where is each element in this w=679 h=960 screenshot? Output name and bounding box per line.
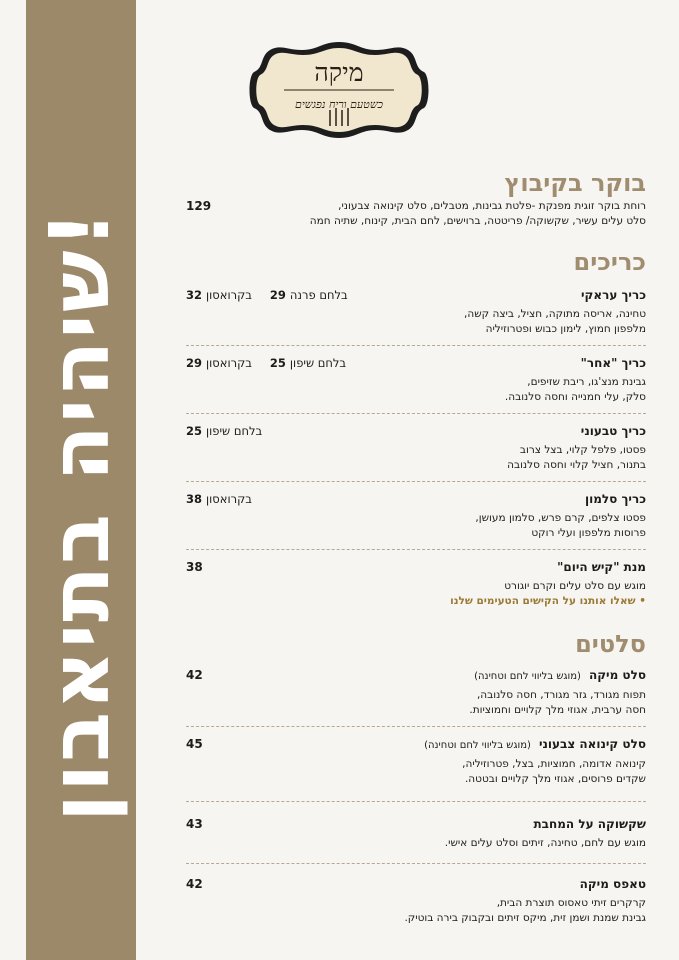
dashed-divider: [186, 413, 646, 414]
option-price: בקרואסון 38: [186, 492, 252, 506]
item-description: מוגש עם סלט עלים וקרם יוגורט: [504, 580, 646, 592]
item-name: כריך טבעוני: [580, 424, 646, 438]
item-description: סלט עלים עשיר, שקשוקה/ פריטטה, ברוישים, לחם הבית, קינוח, שתיה חמה: [309, 215, 646, 227]
item-description: פרוסות מלפפון ועלי רוקט: [531, 527, 646, 539]
item-note: (מוגש בליווי לחם וטחינה): [474, 671, 581, 682]
menu-item-quinoa-salad: [186, 736, 646, 787]
item-description: פסטו צלפים, קרם פרש, סלמון מעושן,: [475, 512, 646, 524]
option-price: בלחם שיפון 25: [269, 356, 347, 370]
item-name: סלט מיקה: [588, 668, 646, 682]
logo-name: מיקה: [314, 58, 364, 87]
item-description: סלק, עלי חמנייה וחסה סלנובה.: [504, 391, 646, 403]
menu-item-vegan-sandwich: [186, 423, 646, 473]
option-price: בקרואסון 29: [186, 356, 252, 370]
item-name: כריך עראקי: [581, 288, 646, 302]
item-description: קינואה אדומה, חמוציות, בצל, פטרוזיליה,: [462, 758, 646, 770]
item-options: [186, 491, 252, 508]
menu-item-other-sandwich: [186, 355, 646, 405]
option-price: בקרואסון 32: [186, 288, 252, 302]
item-description: פסטו, פלפל קלוי, בצל צרוב: [519, 444, 646, 456]
quiche-tip: • שאלו אותנו על הקישים הטעימים שלנו: [450, 595, 646, 607]
dashed-divider: [186, 863, 646, 864]
menu-item-tapas: [186, 876, 646, 926]
logo-tagline: כשטעם וריח נפגשים: [294, 98, 383, 111]
item-description: תפוח מגורד, גזר מגורד, חסה סלנובה,: [476, 689, 646, 701]
item-name: כריך "אחר": [580, 356, 646, 370]
item-options: [186, 355, 346, 372]
menu-item-salmon-sandwich: [186, 491, 646, 541]
dashed-divider: [186, 549, 646, 550]
section-title-sandwiches: כריכים: [573, 248, 646, 276]
item-description: קרקרים זיתי טאסוס תוצרת הבית,: [496, 897, 646, 909]
restaurant-logo: [248, 40, 430, 140]
item-price: 38: [186, 560, 203, 574]
item-price: 129: [186, 199, 212, 213]
item-note: (מוגש בליווי לחם וטחינה): [424, 740, 531, 751]
menu-content: [186, 168, 646, 926]
item-price: 43: [186, 817, 203, 831]
item-name: סלט קינואה צבעוני: [538, 737, 646, 751]
option-price: בלחם פרנה 29: [269, 288, 348, 302]
dashed-divider: [186, 801, 646, 802]
item-description: מלפפון חמוץ, לימון כבוש ופטרוזיליה: [485, 323, 646, 335]
section-title-salads: סלטים: [575, 630, 646, 658]
item-description: טחינה, אריסה מתוקה, חציל, ביצה קשה,: [464, 308, 646, 320]
item-description: בתנור, חציל קלוי וחסה סלנובה: [507, 459, 646, 471]
item-name: כריך סלמון: [584, 492, 646, 506]
item-name: מנת "קיש היום": [557, 560, 646, 574]
item-options: [186, 423, 262, 440]
menu-item-mika-salad: [186, 667, 646, 718]
dashed-divider: [186, 345, 646, 346]
item-description: גבינת מנצ'גו, ריבת שזיפים,: [527, 376, 646, 388]
menu-item-breakfast: [186, 198, 646, 229]
menu-item-shakshuka: [186, 816, 646, 851]
item-description: גבינת שמנת ושמן זית, מיקס זיתים ובקבוק בירה בוטיק.: [404, 912, 646, 924]
item-name: שקשוקה על המחבת: [533, 817, 646, 831]
item-price: 42: [186, 877, 203, 891]
section-title-breakfast: בוקר בקיבוץ: [504, 169, 646, 197]
dashed-divider: [186, 481, 646, 482]
vertical-side-title: [32, 205, 130, 825]
item-price: 42: [186, 668, 203, 682]
item-price: 45: [186, 737, 203, 751]
item-description: שקדים פרוסים, אגוזי מלך קלויים ובטטה.: [464, 773, 646, 785]
item-description: רוחת בוקר זוגית מפנקת -פלטת גבינות, מטבלים, סלט קינואה צבעוני,: [338, 200, 646, 212]
menu-item-iraqi-sandwich: [186, 287, 646, 337]
item-description: חסה ערבית, אגוזי מלך קלויים וחמוציות.: [469, 704, 646, 716]
option-price: בלחם שיפון 25: [186, 424, 263, 438]
menu-item-quiche: [186, 559, 646, 609]
item-options: [186, 287, 348, 304]
item-name: טאפס מיקה: [579, 877, 646, 891]
logo-frame-icon: [248, 40, 430, 140]
dashed-divider: [186, 726, 646, 727]
item-description: מוגש עם לחם, טחינה, זיתים וסלט עלים אישי.: [444, 837, 646, 849]
side-title-text: שיהיה בתיאבון!: [33, 208, 129, 822]
